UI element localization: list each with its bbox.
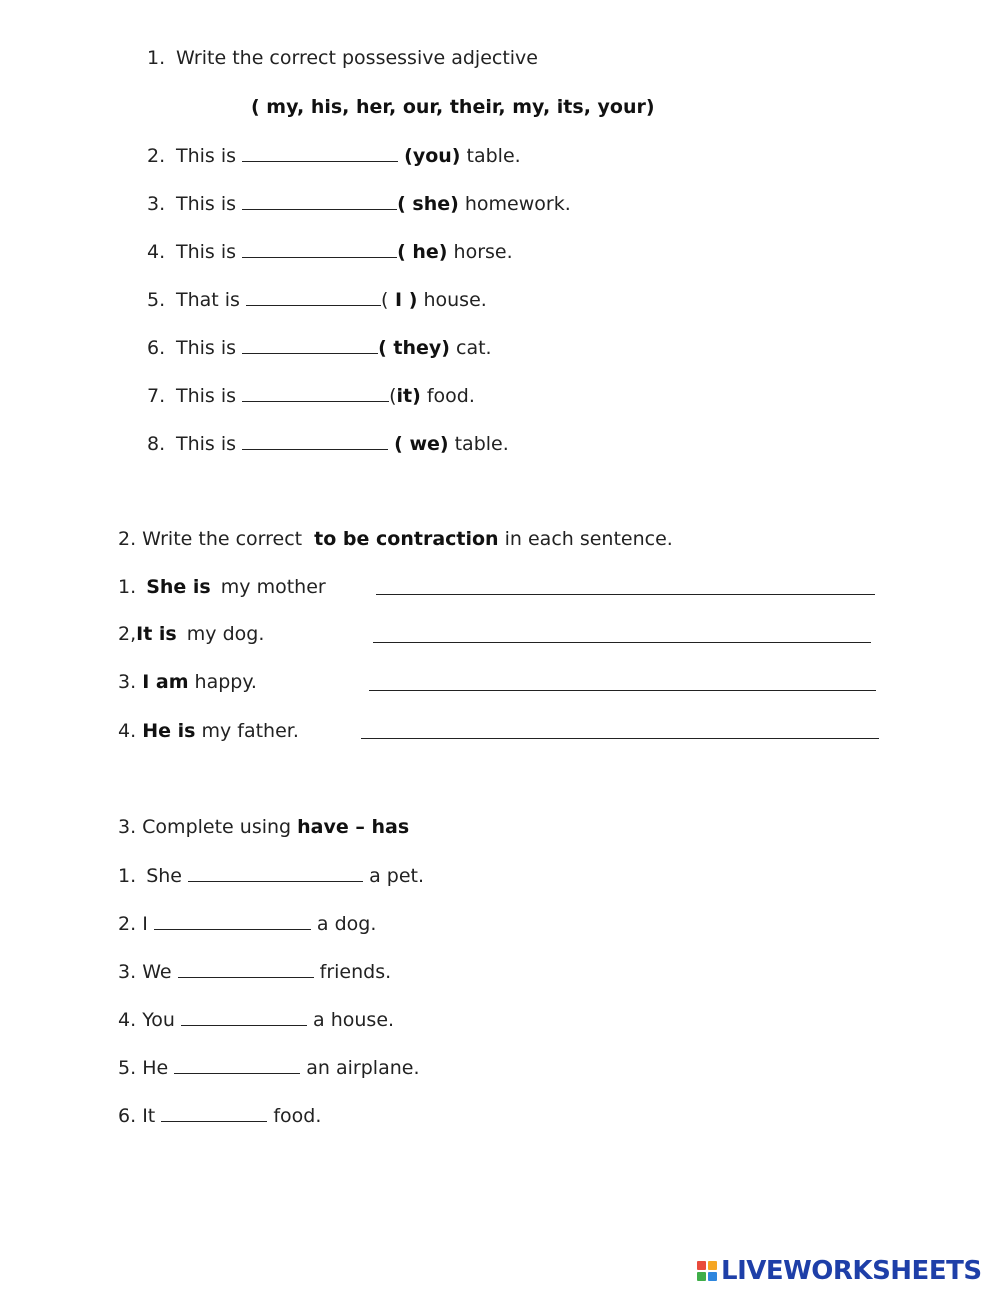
item-bold: It is	[136, 623, 177, 645]
section2-item	[118, 575, 326, 599]
answer-blank-s3-6[interactable]	[161, 1103, 267, 1122]
section1-item	[147, 287, 487, 312]
section1-item	[147, 239, 513, 264]
item-number: 2,	[118, 623, 137, 645]
item-rest: my father.	[201, 720, 299, 742]
item-suffix: cat.	[456, 337, 492, 359]
item-number: 2.	[147, 145, 166, 167]
answer-line-3[interactable]	[369, 690, 876, 691]
item-number: 4.	[118, 1009, 137, 1031]
item-subject: We	[142, 961, 172, 983]
section3-title-pre: 3. Complete using	[118, 816, 292, 838]
item-rest: my dog.	[186, 623, 265, 645]
item-number: 7.	[147, 385, 166, 407]
item-prefix: This is	[176, 433, 237, 455]
item-number: 5.	[118, 1057, 137, 1079]
item-suffix: table.	[454, 433, 509, 455]
item-number: 1.	[118, 865, 137, 887]
logo-mark-icon	[697, 1261, 717, 1281]
item-subject: You	[142, 1009, 175, 1031]
logo-square-blue	[708, 1272, 717, 1281]
item-bold: He is	[142, 720, 196, 742]
item-hint: it)	[396, 385, 421, 407]
word-bank-text: ( my, his, her, our, their, my, its, your)	[251, 96, 655, 118]
answer-line-4[interactable]	[361, 738, 879, 739]
item-suffix: homework.	[464, 193, 571, 215]
item-suffix: food.	[426, 385, 475, 407]
item-number: 4.	[147, 241, 166, 263]
logo-square-yellow	[708, 1261, 717, 1270]
section3-title-bold: have – has	[297, 816, 410, 838]
answer-blank-s3-2[interactable]	[154, 911, 311, 930]
item-hint: ( they)	[378, 337, 450, 359]
item-number: 6.	[147, 337, 166, 359]
answer-blank-3[interactable]	[242, 239, 397, 258]
word-bank	[251, 95, 655, 119]
answer-blank-4[interactable]	[246, 287, 381, 306]
section1-item	[147, 431, 509, 456]
item-rest: happy.	[194, 671, 257, 693]
section3-item	[118, 1007, 394, 1032]
item-number: 2.	[118, 913, 137, 935]
section1-item	[147, 335, 492, 360]
item-prefix: That is	[176, 289, 240, 311]
section1-item	[147, 143, 521, 168]
section1-heading	[147, 46, 538, 70]
section1-item	[147, 191, 571, 216]
section3-item	[118, 911, 376, 936]
item-subject: I	[142, 913, 148, 935]
item-rest: a pet.	[369, 865, 424, 887]
section2-item	[118, 622, 264, 646]
logo-text: LIVEWORKSHEETS	[721, 1256, 982, 1286]
item-hint: ( we)	[394, 433, 449, 455]
item-number: 5.	[147, 289, 166, 311]
item-number: 3.	[147, 193, 166, 215]
answer-blank-s3-3[interactable]	[178, 959, 314, 978]
item-suffix: house.	[423, 289, 487, 311]
item-number: 1.	[147, 47, 166, 69]
item-number: 4.	[118, 720, 137, 742]
section1-instruction: Write the correct possessive adjective	[176, 47, 538, 69]
item-prefix: This is	[176, 193, 237, 215]
logo-square-green	[697, 1272, 706, 1281]
item-hint: (you)	[404, 145, 461, 167]
section2-title-pre: 2. Write the correct	[118, 528, 303, 550]
answer-blank-s3-5[interactable]	[174, 1055, 300, 1074]
item-prefix: This is	[176, 145, 237, 167]
answer-line-1[interactable]	[376, 594, 875, 595]
item-suffix: horse.	[453, 241, 513, 263]
section1-item	[147, 383, 475, 408]
section3-item	[118, 959, 391, 984]
item-subject: It	[142, 1105, 156, 1127]
section2-title-post: in each sentence.	[504, 528, 673, 550]
item-bold: She is	[146, 576, 211, 598]
item-hint: ( he)	[397, 241, 448, 263]
answer-line-2[interactable]	[373, 642, 871, 643]
item-bold: I am	[142, 671, 189, 693]
item-suffix: table.	[466, 145, 521, 167]
item-number: 1.	[118, 576, 137, 598]
item-rest: an airplane.	[306, 1057, 420, 1079]
item-number: 3.	[118, 961, 137, 983]
item-hint: I )	[388, 289, 418, 311]
answer-blank-7[interactable]	[242, 431, 388, 450]
section2-item	[118, 670, 257, 694]
item-rest: food.	[273, 1105, 322, 1127]
item-number: 6.	[118, 1105, 137, 1127]
section3-item	[118, 1055, 419, 1080]
section2-title	[118, 527, 673, 551]
section3-item	[118, 863, 424, 888]
liveworksheets-logo	[697, 1256, 982, 1286]
logo-square-red	[697, 1261, 706, 1270]
section2-title-bold: to be contraction	[314, 528, 499, 550]
answer-blank-s3-4[interactable]	[181, 1007, 307, 1026]
answer-blank-1[interactable]	[242, 143, 398, 162]
item-rest: a dog.	[316, 913, 377, 935]
item-rest: my mother	[220, 576, 326, 598]
item-subject: She	[146, 865, 182, 887]
item-rest: a house.	[313, 1009, 395, 1031]
section3-title	[118, 815, 409, 839]
answer-blank-6[interactable]	[242, 383, 389, 402]
item-subject: He	[142, 1057, 169, 1079]
item-prefix: This is	[176, 241, 237, 263]
item-hint-open: (	[389, 385, 397, 407]
item-rest: friends.	[319, 961, 392, 983]
answer-blank-5[interactable]	[242, 335, 378, 354]
item-number: 3.	[118, 671, 137, 693]
item-hint: ( she)	[397, 193, 459, 215]
item-number: 8.	[147, 433, 166, 455]
section2-item	[118, 719, 299, 743]
item-hint-open: (	[381, 289, 389, 311]
answer-blank-2[interactable]	[242, 191, 397, 210]
answer-blank-s3-1[interactable]	[188, 863, 363, 882]
item-prefix: This is	[176, 385, 237, 407]
section3-item	[118, 1103, 321, 1128]
item-prefix: This is	[176, 337, 237, 359]
